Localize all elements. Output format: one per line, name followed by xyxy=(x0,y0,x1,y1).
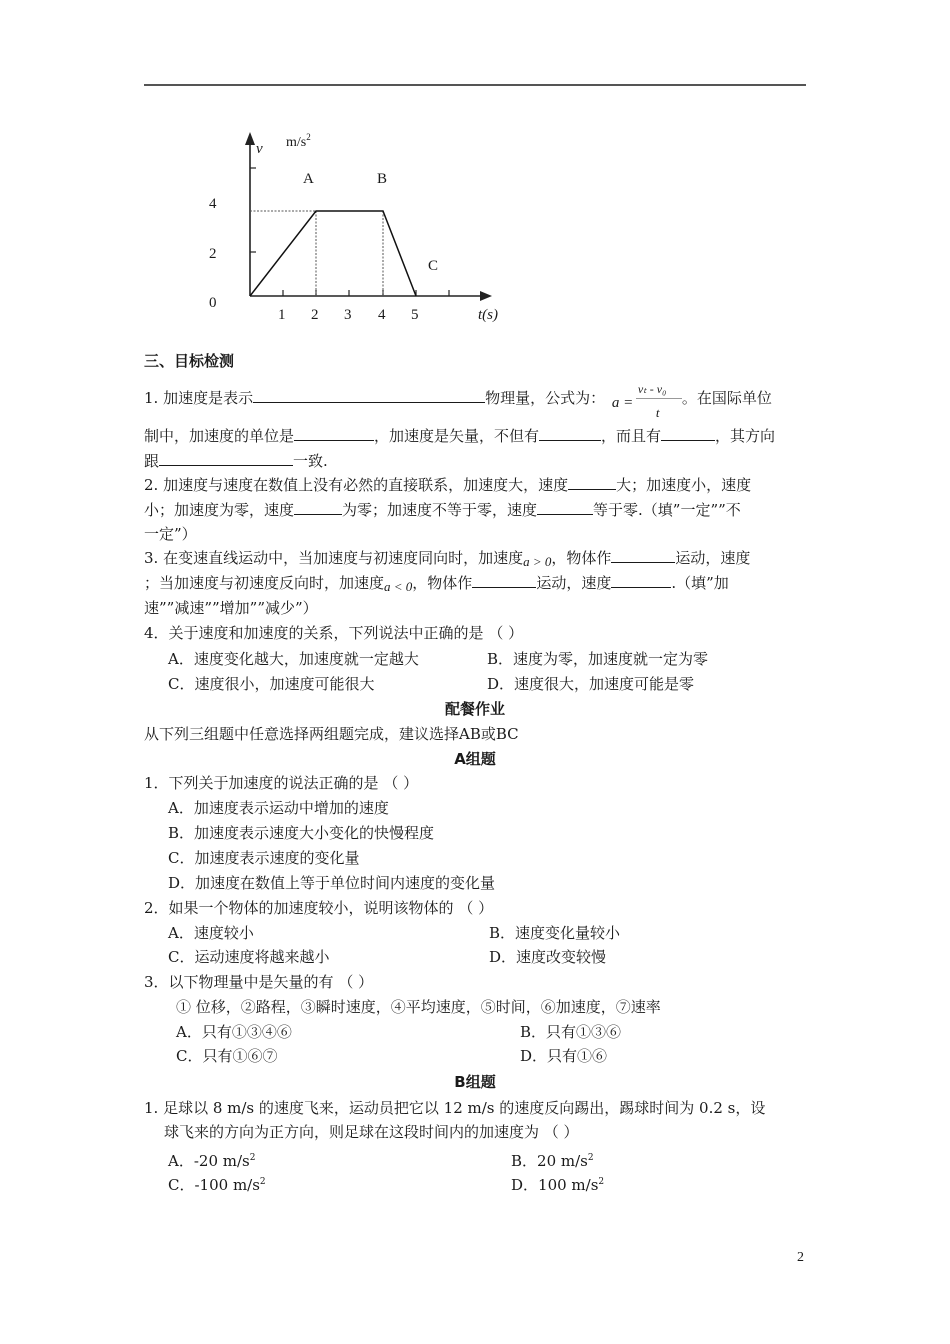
question-2-line-1: 2. 加速度与速度在数值上没有必然的直接联系，加速度大，速度 大；加速度小，速度 xyxy=(144,473,751,497)
x-tick-2: 2 xyxy=(311,307,319,323)
group-a-title: A组题 xyxy=(454,750,496,768)
question-1-line-1: 1. 加速度是表示 物理量，公式为： a = vₜ - v₀ t 。在国际单位 xyxy=(144,382,772,420)
velocity-time-graph xyxy=(195,125,515,325)
answer-blank[interactable] xyxy=(539,424,601,441)
question-4-option-a[interactable]: A．速度变化越大，加速度就一定越大 xyxy=(168,650,419,668)
answer-blank[interactable] xyxy=(611,546,675,563)
group-b-q1-option-c[interactable]: C．-100 $m/s^2$ xyxy=(168,1176,266,1194)
y-axis-label: v xyxy=(256,141,263,157)
group-a-q1-stem: 1．下列关于加速度的说法正确的是 （ ） xyxy=(144,774,419,792)
group-a-q1-option-b[interactable]: B．加速度表示速度大小变化的快慢程度 xyxy=(168,824,435,842)
group-b-q1-option-d[interactable]: D．100 $m/s^2$ xyxy=(511,1176,605,1194)
y-tick-2: 2 xyxy=(209,246,217,262)
group-a-q3-option-c[interactable]: C．只有①⑥⑦ xyxy=(176,1047,278,1065)
group-a-q3-option-b[interactable]: B．只有①③⑥ xyxy=(520,1023,622,1041)
question-1-line-2: 制中，加速度的单位是 ，加速度是矢量，不但有 ，而且有 ，其方向 xyxy=(144,424,775,448)
homework-title: 配餐作业 xyxy=(444,700,505,718)
section-heading: 三、目标检测 xyxy=(144,352,235,370)
group-b-title: B组题 xyxy=(454,1073,496,1091)
question-4-option-d[interactable]: D．速度很大，加速度可能是零 xyxy=(487,675,695,693)
question-2-line-3: 一定”） xyxy=(144,525,197,543)
acceleration-formula: a = vₜ - v₀ t xyxy=(610,389,682,409)
point-label-b: B xyxy=(377,171,388,187)
group-a-q3-stem: 3．以下物理量中是矢量的有 （ ） xyxy=(144,973,374,991)
answer-blank[interactable] xyxy=(159,449,293,466)
x-tick-3: 3 xyxy=(344,307,352,323)
question-2-line-2: 小；加速度为零，速度 为零；加速度不等于零，速度 等于零.（填”一定””不 xyxy=(144,498,741,522)
page-number: 2 xyxy=(797,1250,804,1265)
x-tick-5: 5 xyxy=(411,307,419,323)
group-a-q3-items: ① 位移，②路程，③瞬时速度，④平均速度，⑤时间，⑥加速度，⑦速率 xyxy=(176,998,661,1016)
answer-blank[interactable] xyxy=(253,386,485,403)
group-a-q3-option-d[interactable]: D．只有①⑥ xyxy=(520,1047,608,1065)
group-a-q2-option-b[interactable]: B．速度变化量较小 xyxy=(489,924,621,942)
question-4-option-b[interactable]: B．速度为零，加速度就一定为零 xyxy=(487,650,709,668)
question-4-option-c[interactable]: C．速度很小，加速度可能很大 xyxy=(168,675,375,693)
group-b-q1-line-1: 1. 足球以 8 m/s 的速度飞来，运动员把它以 12 m/s 的速度反向踢出，踢球时间为 0.2 s，设 xyxy=(144,1099,766,1117)
group-a-q3-option-a[interactable]: A．只有①③④⑥ xyxy=(176,1023,292,1041)
group-b-q1-line-2: 球飞来的方向为正方向，则足球在这段时间内的加速度为 （ ） xyxy=(164,1123,579,1141)
point-label-a: A xyxy=(303,171,314,187)
group-a-q2-stem: 2．如果一个物体的加速度较小，说明该物体的 （ ） xyxy=(144,899,494,917)
x-tick-4: 4 xyxy=(378,307,386,323)
group-a-q1-option-d[interactable]: D．加速度在数值上等于单位时间内速度的变化量 xyxy=(168,874,496,892)
answer-blank[interactable] xyxy=(568,473,616,490)
question-4-stem: 4．关于速度和加速度的关系，下列说法中正确的是 （ ） xyxy=(144,624,524,642)
x-axis-label: t(s) xyxy=(478,307,498,323)
group-b-q1-option-b[interactable]: B．20 $m/s^2$ xyxy=(511,1152,594,1170)
question-3-line-1: 3. 在变速直线运动中，当加速度与初速度同向时，加速度a > 0，物体作 运动，速度 xyxy=(144,546,750,571)
homework-intro: 从下列三组题中任意选择两组题完成，建议选择AB或BC xyxy=(144,725,519,743)
group-a-q2-option-a[interactable]: A．速度较小 xyxy=(168,924,254,942)
answer-blank[interactable] xyxy=(537,498,593,515)
answer-blank[interactable] xyxy=(294,498,342,515)
question-3-line-3: 速””减速””增加””减少”） xyxy=(144,599,318,617)
x-tick-1: 1 xyxy=(278,307,286,323)
question-3-line-2: ；当加速度与初速度反向时，加速度a < 0，物体作 运动，速度 .（填”加 xyxy=(144,571,729,596)
answer-blank[interactable] xyxy=(661,424,715,441)
point-label-c: C xyxy=(428,258,439,274)
question-1-line-3: 跟 一致. xyxy=(144,449,328,473)
header-rule xyxy=(144,84,806,86)
y-tick-4: 4 xyxy=(209,196,217,212)
answer-blank[interactable] xyxy=(472,571,536,588)
group-b-q1-option-a[interactable]: A．-20 $m/s^2$ xyxy=(168,1152,256,1170)
group-a-q1-option-c[interactable]: C．加速度表示速度的变化量 xyxy=(168,849,360,867)
y-axis-unit: $m/s^2$ xyxy=(286,132,311,150)
group-a-q2-option-c[interactable]: C．运动速度将越来越小 xyxy=(168,948,330,966)
y-tick-0: 0 xyxy=(209,295,217,311)
answer-blank[interactable] xyxy=(294,424,374,441)
answer-blank[interactable] xyxy=(611,571,671,588)
group-a-q1-option-a[interactable]: A．加速度表示运动中增加的速度 xyxy=(168,799,389,817)
group-a-q2-option-d[interactable]: D．速度改变较慢 xyxy=(489,948,607,966)
